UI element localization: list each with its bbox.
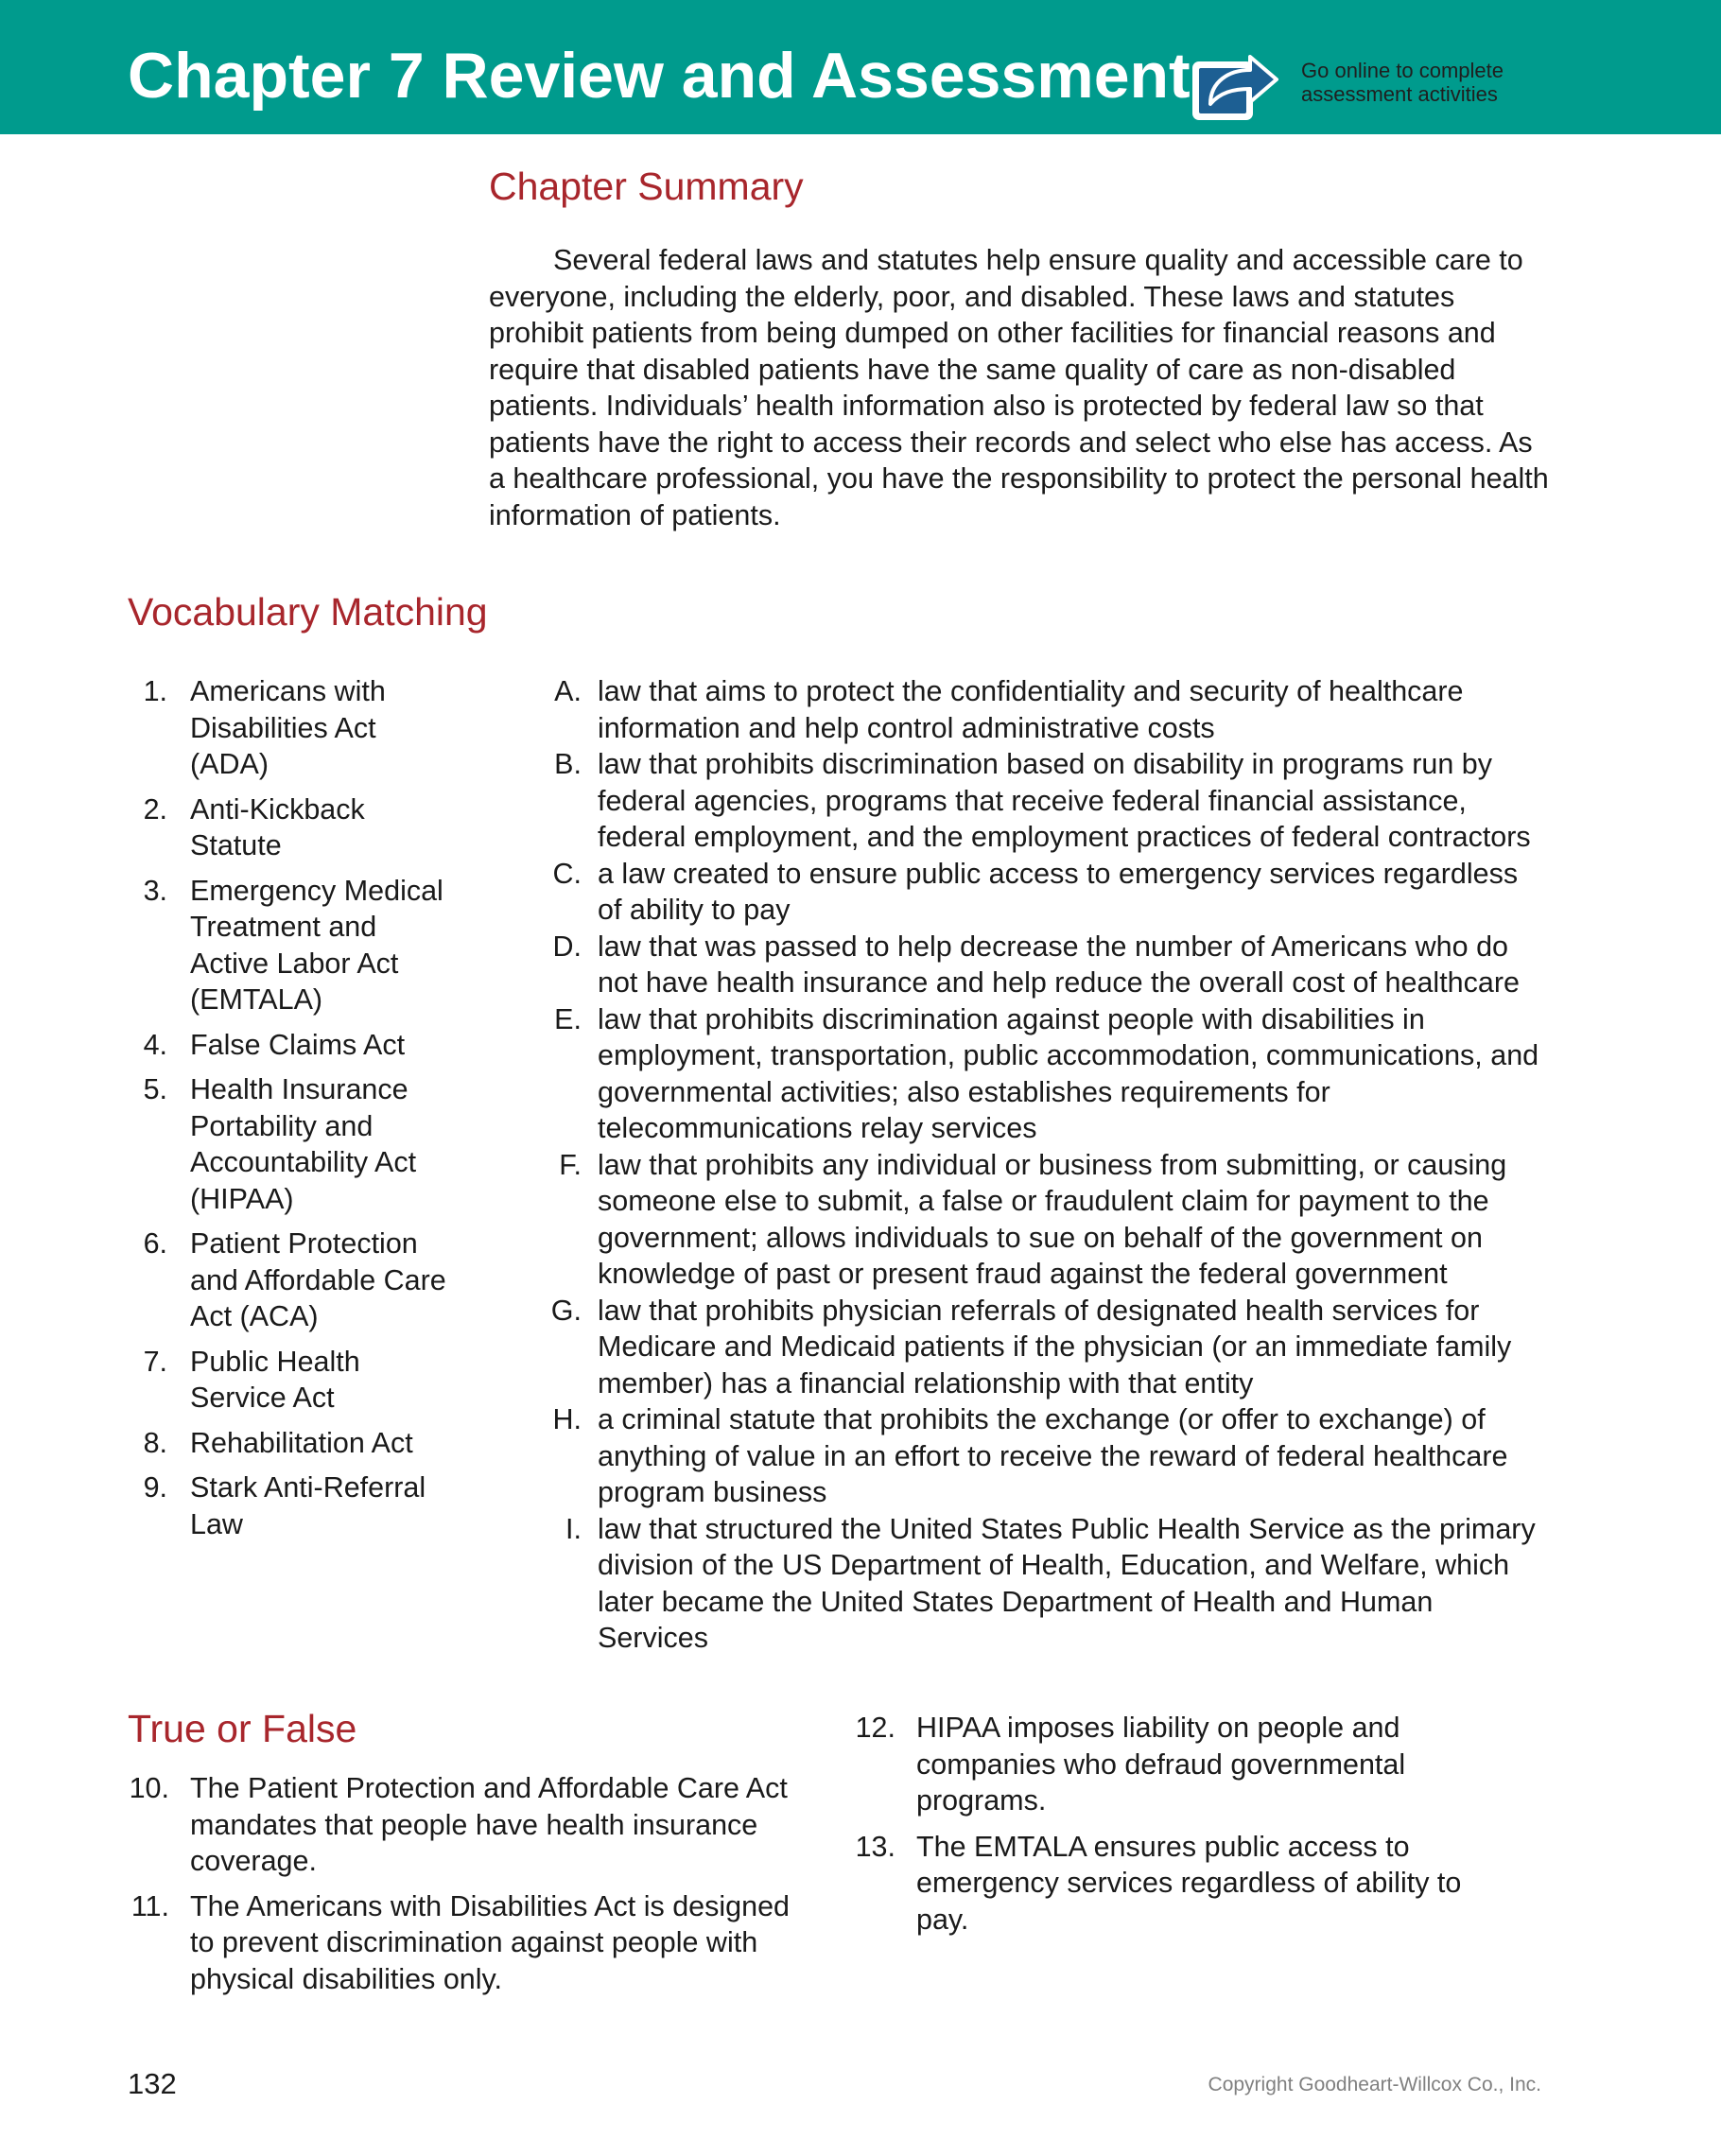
chapter-summary-text: Several federal laws and statutes help ensure quality and accessible care to everyone, including the elderly, poor, and disabled. These laws and statutes prohibit patients from being dumped on other facilities for financial reasons and require that disabled patients have the same quality of care as non-disabled patients. Individuals’ health information also is protected by federal law so that patients have the right to access their records and select who else has access. As a healthcare professional, you have the responsibility to protect the personal health information of patients. (489, 244, 1549, 531)
vocabulary-term (128, 1071, 449, 1217)
vocabulary-term (128, 1469, 449, 1542)
definition-letter: I. (565, 1512, 582, 1545)
vocabulary-definition (544, 1401, 1546, 1511)
chapter-header (0, 0, 1721, 134)
vocabulary-term (128, 1425, 449, 1462)
vocabulary-term (128, 1344, 449, 1417)
online-note-line-2: assessment activities (1301, 82, 1498, 106)
term-number: 7. (143, 1345, 167, 1378)
vocabulary-term-list (128, 673, 449, 1551)
definition-text: law that was passed to help decrease the number of Americans who do not have health insurance and help reduce the overall cost of healthcare (598, 930, 1520, 999)
term-number: 9. (143, 1471, 167, 1504)
vocabulary-term (128, 791, 449, 864)
definition-letter: H. (552, 1403, 582, 1435)
definition-text: law that structured the United States Public Health Service as the primary division of the US Department of Health, Education, and Welfare, which later became the United States Department of Health and Human Services (598, 1512, 1536, 1654)
term-text: Rehabilitation Act (190, 1426, 413, 1459)
vocabulary-definition (544, 1293, 1546, 1402)
definition-text: law that prohibits physician referrals of designated health services for Medicare and Medicaid patients if the physician (or an immediate family member) has a financial relationship with that entity (598, 1294, 1512, 1400)
term-number: 4. (143, 1028, 167, 1061)
definition-text: law that prohibits discrimination based on disability in programs run by federal agencies, programs that receive federal financial assistance, federal employment, and the employment practices of federal contractors (598, 748, 1531, 853)
term-text: Public Health Service Act (190, 1345, 360, 1414)
question-number: 12. (855, 1712, 895, 1744)
question-number: 10. (129, 1772, 169, 1804)
term-text: Patient Protection and Affordable Care Act (ACA) (190, 1227, 446, 1332)
definition-text: a law created to ensure public access to emergency services regardless of ability to pay (598, 857, 1519, 926)
online-note-line-1: Go online to complete (1301, 59, 1504, 82)
true-false-item (854, 1829, 1516, 1939)
definition-letter: D. (552, 930, 582, 963)
term-number: 5. (143, 1073, 167, 1105)
term-number: 8. (143, 1426, 167, 1459)
term-text: Health Insurance Portability and Accountability Act (HIPAA) (190, 1073, 417, 1215)
term-text: Emergency Medical Treatment and Active Labor Act (EMTALA) (190, 874, 443, 1016)
term-text: False Claims Act (190, 1028, 406, 1061)
definition-letter: C. (552, 857, 582, 890)
question-number: 13. (855, 1830, 895, 1863)
question-number: 11. (130, 1889, 169, 1922)
definition-letter: A. (554, 675, 582, 707)
vocabulary-definition-list (544, 673, 1546, 1657)
vocabulary-definition (544, 856, 1546, 929)
chapter-summary-heading: Chapter Summary (489, 165, 804, 208)
definition-letter: E. (554, 1002, 582, 1035)
online-activities-note[interactable] (1301, 59, 1547, 106)
vocabulary-term (128, 1226, 449, 1335)
question-text: HIPAA imposes liability on people and companies who defraud governmental programs. (916, 1712, 1406, 1817)
vocabulary-term (128, 1027, 449, 1064)
term-number: 2. (143, 792, 167, 826)
true-false-item (854, 1710, 1516, 1819)
term-text: Anti-Kickback Statute (190, 792, 365, 861)
page-number: 132 (128, 2067, 177, 2100)
vocabulary-definition (544, 1511, 1546, 1657)
vocabulary-definition (544, 1001, 1546, 1147)
true-false-list-left (128, 1770, 808, 2006)
definition-text: law that aims to protect the confidentiality and security of healthcare information and help control administrative costs (598, 675, 1464, 744)
term-number: 6. (143, 1227, 167, 1260)
question-text: The Americans with Disabilities Act is designed to prevent discrimination against people with physical disabilities only. (190, 1889, 791, 1995)
vocabulary-term (128, 873, 449, 1018)
vocabulary-definition (544, 1147, 1546, 1293)
chapter-title: Chapter 7 Review and Assessment (128, 40, 1191, 112)
definition-text: law that prohibits discrimination against people with disabilities in employment, transportation, public accommodation, communications, and governmental activities; also establishes requirements for telecommunications relay services (598, 1002, 1539, 1144)
definition-letter: G. (550, 1294, 582, 1327)
definition-text: a criminal statute that prohibits the exchange (or offer to exchange) of anything of value in an effort to receive the reward of federal healthcare program business (598, 1403, 1508, 1508)
definition-letter: F. (559, 1148, 582, 1181)
true-false-item (128, 1888, 808, 1998)
term-text: Stark Anti-Referral Law (190, 1471, 426, 1540)
vocabulary-definition (544, 929, 1546, 1001)
true-false-item (128, 1770, 808, 1880)
definition-text: law that prohibits any individual or business from submitting, or causing someone else to submit, a false or fraudulent claim for payment to the government; allows individuals to sue on behalf of the government on knowledge of past or present fraud against the federal government (598, 1148, 1507, 1290)
vocabulary-definition (544, 746, 1546, 856)
term-number: 1. (143, 675, 167, 707)
question-text: The EMTALA ensures public access to emergency services regardless of ability to pay. (916, 1830, 1462, 1936)
copyright-notice: Copyright Goodheart-Willcox Co., Inc. (1208, 2074, 1541, 2095)
term-number: 3. (143, 874, 167, 907)
true-false-list-right (854, 1710, 1516, 1947)
true-false-heading: True or False (128, 1707, 357, 1750)
question-text: The Patient Protection and Affordable Care Act mandates that people have health insurance coverage. (190, 1772, 788, 1877)
vocabulary-term (128, 673, 449, 783)
vocabulary-definition (544, 673, 1546, 746)
definition-letter: B. (554, 748, 582, 780)
term-text: Americans with Disabilities Act (ADA) (190, 675, 386, 780)
share-arrow-icon[interactable] (1190, 38, 1288, 125)
vocabulary-matching-heading: Vocabulary Matching (128, 590, 488, 634)
